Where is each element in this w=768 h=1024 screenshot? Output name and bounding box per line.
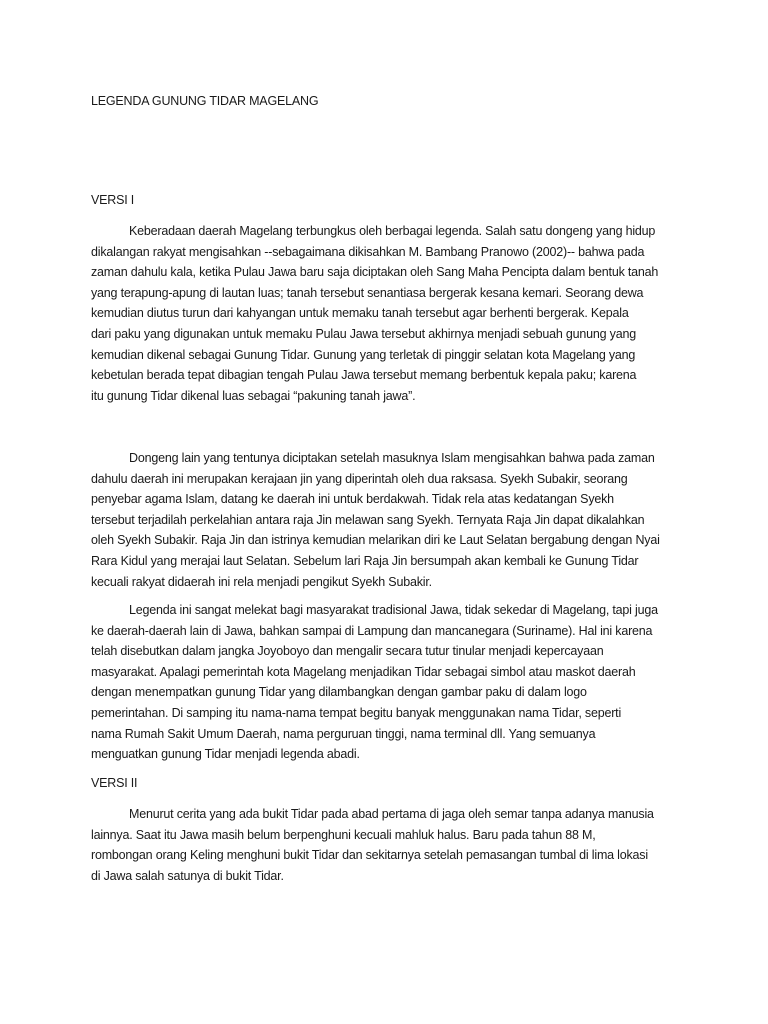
paragraph-versi-2-1 xyxy=(91,804,681,886)
paragraph-line: itu gunung Tidar dikenal luas sebagai “pakuning tanah jawa”. xyxy=(91,388,416,403)
paragraph-line: tersebut terjadilah perkelahian antara raja Jin melawan sang Syekh. Ternyata Raja Jin dapat dikalahkan xyxy=(91,512,645,527)
section-heading-versi-1: VERSI I xyxy=(91,193,135,207)
paragraph-line: Keberadaan daerah Magelang terbungkus oleh berbagai legenda. Salah satu dongeng yang hidup xyxy=(129,224,656,238)
paragraph-line: Rara Kidul yang merajai laut Selatan. Sebelum lari Raja Jin bersumpah akan kembali ke Gunung Tidar xyxy=(91,553,639,568)
paragraph-line: nama Rumah Sakit Umum Daerah, nama perguruan tinggi, nama terminal dll. Yang semuanya xyxy=(91,726,596,741)
paragraph-line: di Jawa salah satunya di bukit Tidar. xyxy=(91,868,284,883)
paragraph-line: dengan menempatkan gunung Tidar yang dilambangkan dengan gambar paku di dalam logo xyxy=(91,685,587,700)
paragraph-versi-1-3 xyxy=(91,600,681,765)
paragraph-versi-1-2 xyxy=(91,448,681,592)
paragraph-line: penyebar agama Islam, datang ke daerah ini untuk berdakwah. Tidak rela atas kedatangan Syekh xyxy=(91,492,614,507)
paragraph-line: kecuali rakyat didaerah ini rela menjadi pengikut Syekh Subakir. xyxy=(91,574,432,589)
paragraph-line: masyarakat. Apalagi pemerintah kota Magelang menjadikan Tidar sebagai simbol atau maskot daerah xyxy=(91,664,636,679)
paragraph-line: Legenda ini sangat melekat bagi masyarakat tradisional Jawa, tidak sekedar di Magelang, tapi juga xyxy=(129,603,658,617)
paragraph-line: lainnya. Saat itu Jawa masih belum berpenghuni kecuali mahluk halus. Baru pada tahun 88 M, xyxy=(91,827,596,842)
paragraph-line: kebetulan berada tepat dibagian tengah Pulau Jawa tersebut memang berbentuk kepala paku; karena xyxy=(91,368,637,383)
paragraph-line: ke daerah-daerah lain di Jawa, bahkan sampai di Lampung dan mancanegara (Suriname). Hal ini karena xyxy=(91,623,653,638)
paragraph-line: zaman dahulu kala, ketika Pulau Jawa baru saja diciptakan oleh Sang Maha Pencipta dalam bentuk tanah xyxy=(91,265,659,280)
paragraph-line: rombongan orang Keling menghuni bukit Tidar dan sekitarnya setelah pemasangan tumbal di lima lokasi xyxy=(91,848,648,863)
paragraph-line: menguatkan gunung Tidar menjadi legenda abadi. xyxy=(91,747,360,762)
paragraph-line: oleh Syekh Subakir. Raja Jin dan istrinya kemudian melarikan diri ke Laut Selatan bergabung dengan Nyai xyxy=(91,533,660,548)
paragraph-line: dahulu daerah ini merupakan kerajaan jin yang diperintah oleh dua raksasa. Syekh Subakir, seorang xyxy=(91,471,628,486)
document-title: LEGENDA GUNUNG TIDAR MAGELANG xyxy=(91,94,319,108)
paragraph-line: pemerintahan. Di samping itu nama-nama tempat begitu banyak menggunakan nama Tidar, seperti xyxy=(91,705,622,720)
paragraph-line: yang terapung-apung di lautan luas; tanah tersebut senantiasa bergerak kesana kemari. Seorang dewa xyxy=(91,285,644,300)
paragraph-line: Dongeng lain yang tentunya diciptakan setelah masuknya Islam mengisahkan bahwa pada zaman xyxy=(129,451,655,465)
paragraph-line: dari paku yang digunakan untuk memaku Pulau Jawa tersebut akhirnya menjadi sebuah gunung yang xyxy=(91,326,636,341)
paragraph-line: Menurut cerita yang ada bukit Tidar pada abad pertama di jaga oleh semar tanpa adanya manusia xyxy=(129,807,654,821)
section-heading-versi-2: VERSI II xyxy=(91,776,138,790)
paragraph-line: kemudian diutus turun dari kahyangan untuk memaku tanah tersebut agar berhenti bergerak. Kepala xyxy=(91,306,629,321)
paragraph-line: dikalangan rakyat mengisahkan --sebagaimana dikisahkan M. Bambang Pranowo (2002)-- bahwa pada xyxy=(91,244,645,259)
paragraph-line: telah disebutkan dalam jangka Joyoboyo dan mengalir secara tutur tinular menjadi kepercayaan xyxy=(91,644,604,659)
paragraph-versi-1-1 xyxy=(91,221,681,406)
paragraph-line: kemudian dikenal sebagai Gunung Tidar. Gunung yang terletak di pinggir selatan kota Magelang yang xyxy=(91,347,636,362)
